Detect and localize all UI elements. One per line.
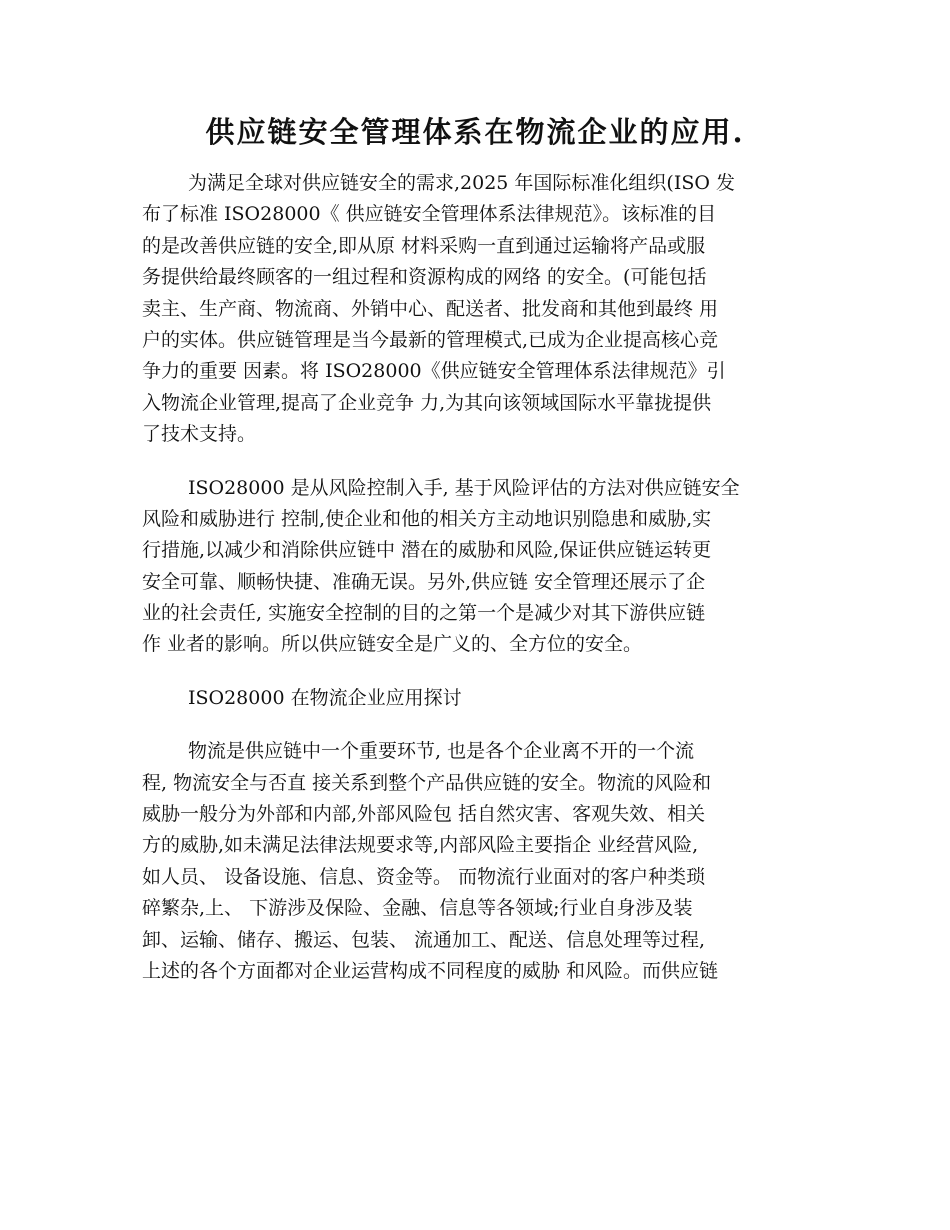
text-line: 户的实体。供应链管理是当今最新的管理模式,已成为企业提高核心竞 [142, 328, 719, 351]
text-line: 方的威胁,如未满足法律法规要求等,内部风险主要指企 业经营风险, [142, 834, 699, 857]
paragraph-intro [142, 168, 807, 451]
paragraph-risk-control [142, 473, 807, 661]
text-line: 碎繁杂,上、 下游涉及保险、金融、信息等各领域;行业自身涉及装 [142, 897, 693, 920]
text-line: 务提供给最终顾客的一组过程和资源构成的网络 的安全。(可能包括 [142, 266, 707, 289]
paragraph-logistics [142, 736, 807, 987]
text-line: 入物流企业管理,提高了企业竞争 力,为其向该领域国际水平靠拢提供 [142, 391, 712, 414]
text-line: 上述的各个方面都对企业运营构成不同程度的威胁 和风险。而供应链 [142, 959, 719, 982]
text-line: 了技术支持。 [142, 423, 257, 446]
text-line: 威胁一般分为外部和内部,外部风险包 括自然灾害、客观失效、相关 [142, 803, 706, 826]
text-line: 如人员、 设备设施、信息、资金等。 而物流行业面对的客户种类琐 [142, 865, 706, 888]
paragraph-gap [142, 451, 807, 473]
text-line: 的是改善供应链的安全,即从原 材料采购一直到通过运输将产品或服 [142, 234, 706, 257]
text-line: 程, 物流安全与否直 接关系到整个产品供应链的安全。物流的风险和 [142, 771, 712, 794]
paragraph-gap [142, 661, 807, 683]
text-line: 安全可靠、顺畅快捷、准确无误。另外,供应链 安全管理还展示了企 [142, 570, 706, 593]
text-line: 行措施,以减少和消除供应链中 潜在的威胁和风险,保证供应链运转更 [142, 539, 712, 562]
text-line: ISO28000 在物流企业应用探讨 [188, 686, 462, 709]
section-heading [142, 683, 807, 714]
text-line: 作 业者的影响。所以供应链安全是广义的、全方位的安全。 [142, 633, 643, 656]
text-line: 卖主、生产商、物流商、外销中心、配送者、批发商和其他到最终 用 [142, 297, 719, 320]
text-line: 布了标准 ISO28000《 供应链安全管理体系法律规范》。该标准的目 [142, 203, 717, 226]
document-title: 供应链安全管理体系在物流企业的应用. [205, 115, 745, 149]
text-line: 风险和威胁进行 控制,使企业和他的相关方主动地识别隐患和威胁,实 [142, 507, 712, 530]
text-line: 业的社会责任, 实施安全控制的目的之第一个是减少对其下游供应链 [142, 602, 706, 625]
document-body [142, 168, 807, 987]
text-line: 物流是供应链中一个重要环节, 也是各个企业离不开的一个流 [188, 740, 695, 763]
text-line: 卸、运输、储存、搬运、包装、 流通加工、配送、信息处理等过程, [142, 928, 706, 951]
text-line: 为满足全球对供应链安全的需求,2025 年国际标准化组织(ISO 发 [188, 172, 735, 194]
text-line: ISO28000 是从风险控制入手, 基于风险评估的方法对供应链安全 [188, 476, 740, 499]
text-line: 争力的重要 因素。将 ISO28000《供应链安全管理体系法律规范》引 [142, 360, 726, 383]
paragraph-gap [142, 714, 807, 736]
